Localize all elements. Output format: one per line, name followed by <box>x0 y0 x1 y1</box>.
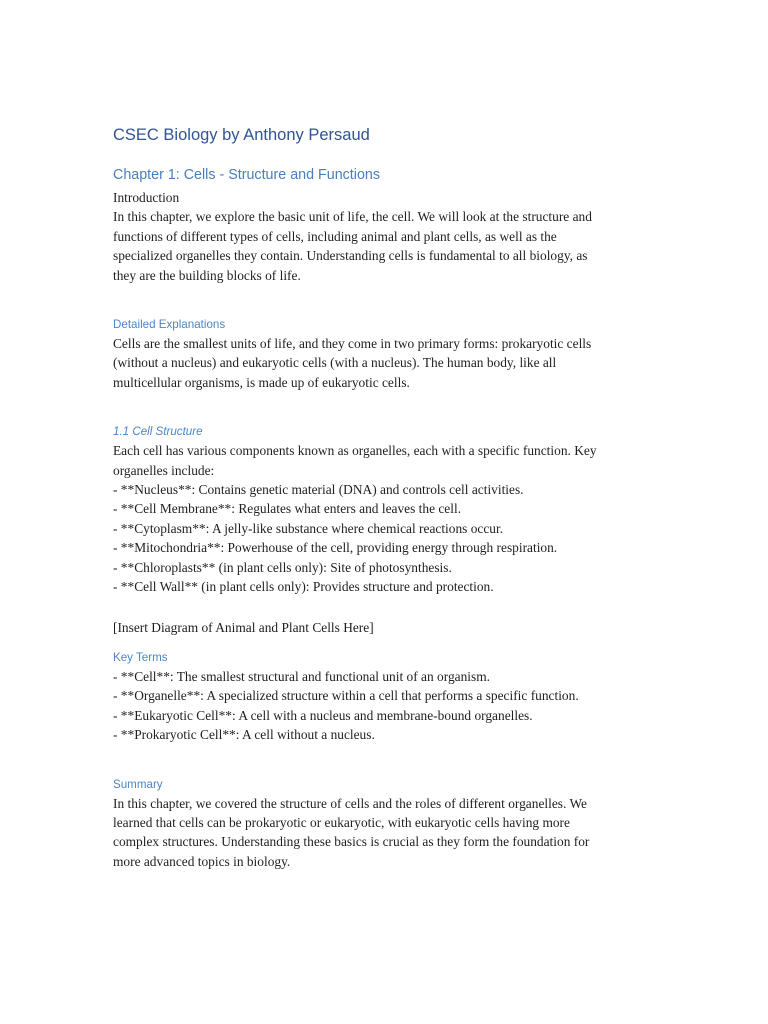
paragraph-line: Cells are the smallest units of life, and they come in two primary forms: prokaryotic cells <box>113 336 592 352</box>
list-item: - **Cell Wall** (in plant cells only): Provides structure and protection. <box>113 579 494 595</box>
list-item: - **Cytoplasm**: A jelly-like substance where chemical reactions occur. <box>113 520 504 536</box>
list-item: - **Mitochondria**: Powerhouse of the cell, providing energy through respiration. <box>113 540 558 556</box>
paragraph-line: In this chapter, we explore the basic unit of life, the cell. We will look at the structure and <box>113 209 592 225</box>
list-item: - **Nucleus**: Contains genetic material (DNA) and controls cell activities. <box>113 482 524 498</box>
cell-structure-section <box>113 441 653 596</box>
chapter-heading: Chapter 1: Cells - Structure and Functions <box>113 167 380 183</box>
paragraph-line: specialized organelles they contain. Understanding cells is fundamental to all biology, as <box>113 248 588 264</box>
list-item: - **Eukaryotic Cell**: A cell with a nucleus and membrane-bound organelles. <box>113 707 533 723</box>
detailed-explanations-heading: Detailed Explanations <box>113 318 226 332</box>
paragraph-line: functions of different types of cells, including animal and plant cells, as well as the <box>113 228 557 244</box>
list-item: - **Chloroplasts** (in plant cells only): Site of photosynthesis. <box>113 559 452 575</box>
paragraph-line: learned that cells can be prokaryotic or eukaryotic, with eukaryotic cells having more <box>113 814 570 830</box>
list-item: - **Cell Membrane**: Regulates what enters and leaves the cell. <box>113 501 462 517</box>
key-terms-heading: Key Terms <box>113 650 168 664</box>
paragraph-line: (without a nucleus) and eukaryotic cells (with a nucleus). The human body, like all <box>113 355 557 371</box>
introduction-section <box>113 188 653 285</box>
summary-section <box>113 794 653 872</box>
paragraph-line: more advanced topics in biology. <box>113 853 291 869</box>
list-item: - **Organelle**: A specialized structure within a cell that performs a specific function. <box>113 688 579 704</box>
list-item: - **Prokaryotic Cell**: A cell without a nucleus. <box>113 727 375 743</box>
diagram-placeholder-text: [Insert Diagram of Animal and Plant Cells Here] <box>113 619 374 635</box>
paragraph-line: In this chapter, we covered the structure of cells and the roles of different organelles. We <box>113 795 587 811</box>
diagram-placeholder <box>113 618 653 637</box>
document-body <box>113 123 653 871</box>
detailed-explanations-section <box>113 334 653 392</box>
paragraph-line: complex structures. Understanding these basics is crucial as they form the foundation for <box>113 834 590 850</box>
paragraph-line: multicellular organisms, is made up of eukaryotic cells. <box>113 374 410 390</box>
paragraph-line: Each cell has various components known as organelles, each with a specific function. Key <box>113 443 597 459</box>
summary-heading: Summary <box>113 777 163 791</box>
introduction-label: Introduction <box>113 190 180 205</box>
document-title: CSEC Biology by Anthony Persaud <box>113 126 370 144</box>
cell-structure-heading: 1.1 Cell Structure <box>113 425 203 439</box>
key-terms-section <box>113 667 653 745</box>
paragraph-line: organelles include: <box>113 462 215 478</box>
list-item: - **Cell**: The smallest structural and functional unit of an organism. <box>113 668 490 684</box>
paragraph-line: they are the building blocks of life. <box>113 267 301 283</box>
